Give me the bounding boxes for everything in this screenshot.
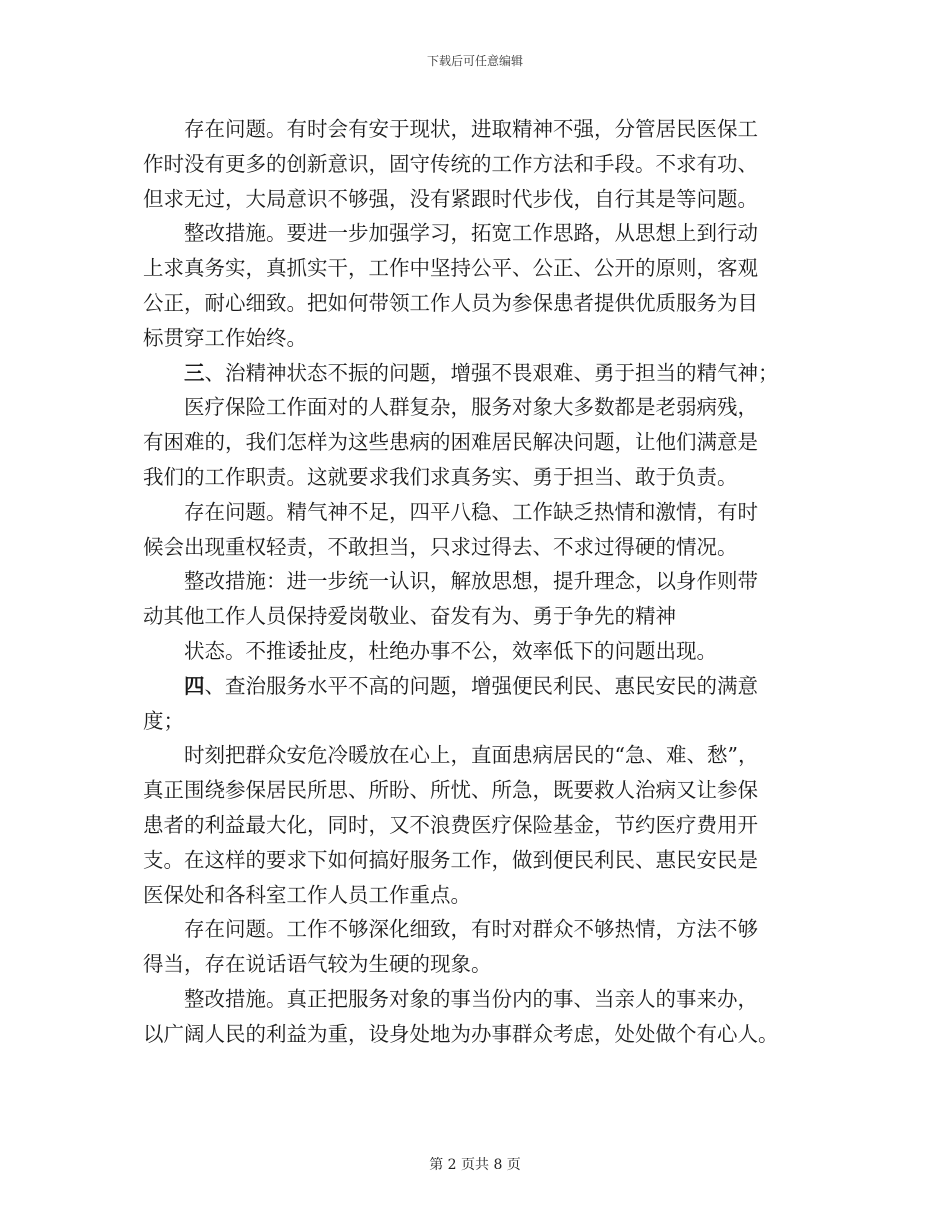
paragraph-line: 以广阔人民的利益为重，设身处地为办事群众考虑，处处做个有心人。 (143, 1021, 779, 1046)
paragraph-line: 动其他工作人员保持爱岗敬业、奋发有为、勇于争先的精神 (143, 604, 676, 629)
paragraph-line: 作时没有更多的创新意识，固守传统的工作方法和手段。不求有功、 (143, 151, 758, 176)
paragraph-line: 候会出现重权轻责，不敢担当，只求过得去、不求过得硬的情况。 (143, 534, 738, 559)
paragraph-line: 医疗保险工作面对的人群复杂，服务对象大多数都是老弱病残， (184, 395, 758, 420)
paragraph-line: 度； (143, 708, 184, 733)
paragraph-line: 支。在这样的要求下如何搞好服务工作，做到便民利民、惠民安民是 (143, 847, 758, 872)
page-footer: 第 2 页共 8 页 (429, 1157, 521, 1173)
paragraph-line: 整改措施：进一步统一认识，解放思想，提升理念，以身作则带 (184, 569, 758, 594)
section-heading-text: 、治精神状态不振的问题，增强不畏艰难、勇于担当的精气神； (204, 360, 779, 385)
paragraph-line: 但求无过，大局意识不够强，没有紧跟时代步伐，自行其是等问题。 (143, 186, 758, 211)
paragraph-line: 存在问题。工作不够深化细致，有时对群众不够热情，方法不够 (184, 917, 758, 942)
paragraph-line: 状态。不推诿扯皮，杜绝办事不公，效率低下的问题出现。 (184, 638, 717, 663)
page-header: 下载后可任意编辑 (426, 54, 523, 68)
document-body (143, 112, 811, 1052)
paragraph-line: 有困难的，我们怎样为这些患病的困难居民解决问题，让他们满意是 (143, 430, 758, 455)
section-heading-text: 、查治服务水平不高的问题，增强便民利民、惠民安民的满意 (204, 673, 758, 698)
paragraph-line: 公正，耐心细致。把如何带领工作人员为参保患者提供优质服务为目 (143, 290, 758, 315)
section-heading-three (143, 356, 811, 391)
paragraph-line: 医保处和各科室工作人员工作重点。 (143, 882, 471, 907)
paragraph-line: 整改措施。要进一步加强学习，拓宽工作思路，从思想上到行动 (184, 221, 758, 246)
paragraph-line: 得当，存在说话语气较为生硬的现象。 (143, 952, 492, 977)
section-heading-four (143, 669, 811, 704)
paragraph-line: 存在问题。精气神不足，四平八稳、工作缺乏热情和激情，有时 (184, 499, 758, 524)
paragraph-line: 上求真务实，真抓实干，工作中坚持公平、公正、公开的原则，客观 (143, 256, 758, 281)
section-number: 三 (184, 360, 205, 385)
paragraph-line: 患者的利益最大化，同时，又不浪费医疗保险基金，节约医疗费用开 (143, 812, 758, 837)
paragraph-line: 整改措施。真正把服务对象的事当份内的事、当亲人的事来办， (184, 986, 758, 1011)
paragraph-line: 我们的工作职责。这就要求我们求真务实、勇于担当、敢于负责。 (143, 464, 738, 489)
section-number: 四 (184, 673, 205, 698)
paragraph-line: 真正围绕参保居民所思、所盼、所忧、所急，既要救人治病又让参保 (143, 778, 758, 803)
paragraph-line: 标贯穿工作始终。 (143, 325, 307, 350)
paragraph-line: 存在问题。有时会有安于现状，进取精神不强，分管居民医保工 (184, 117, 758, 141)
paragraph-line: 时刻把群众安危冷暖放在心上，直面患病居民的“急、难、愁”， (184, 743, 759, 768)
